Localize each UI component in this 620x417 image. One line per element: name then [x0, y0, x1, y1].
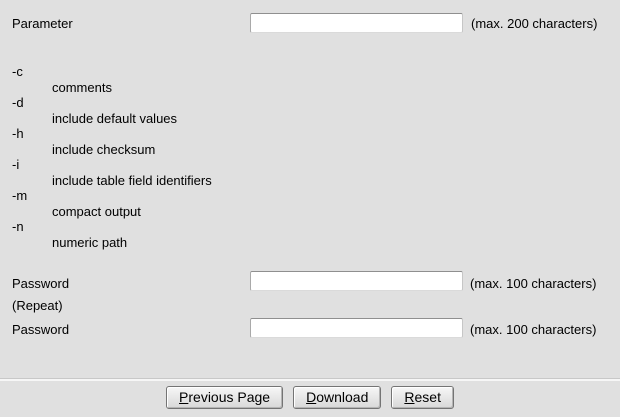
parameter-label: Parameter — [12, 16, 73, 31]
password-repeat-hint: (max. 100 characters) — [470, 322, 597, 337]
flag-description: include table field identifiers — [52, 172, 212, 188]
flag-label: -h — [12, 126, 24, 141]
password-hint: (max. 100 characters) — [470, 276, 597, 291]
flag-description: include default values — [52, 110, 178, 126]
reset-button[interactable]: Reset — [391, 386, 454, 409]
flag-label: -n — [12, 219, 24, 234]
flag-label: -c — [12, 64, 23, 79]
download-button[interactable]: Download — [293, 386, 381, 409]
flag-description: include checksum — [52, 141, 156, 157]
password-input[interactable] — [250, 271, 463, 291]
flags-list — [12, 64, 212, 250]
repeat-label: (Repeat) — [12, 298, 63, 313]
password-label: Password — [12, 276, 70, 291]
flag-description: comments — [52, 79, 112, 95]
password-repeat-input[interactable] — [250, 318, 463, 338]
password-repeat-label: Password — [12, 322, 70, 337]
flag-description: numeric path — [52, 234, 128, 250]
flag-label: -m — [12, 188, 28, 203]
previous-page-button[interactable]: Previous Page — [166, 386, 283, 409]
parameter-input[interactable] — [250, 13, 463, 33]
flag-label: -d — [12, 95, 24, 110]
button-row — [0, 386, 620, 409]
flag-label: -i — [12, 157, 20, 172]
parameter-hint: (max. 200 characters) — [471, 16, 598, 31]
flag-description: compact output — [52, 203, 141, 219]
divider — [0, 378, 620, 381]
